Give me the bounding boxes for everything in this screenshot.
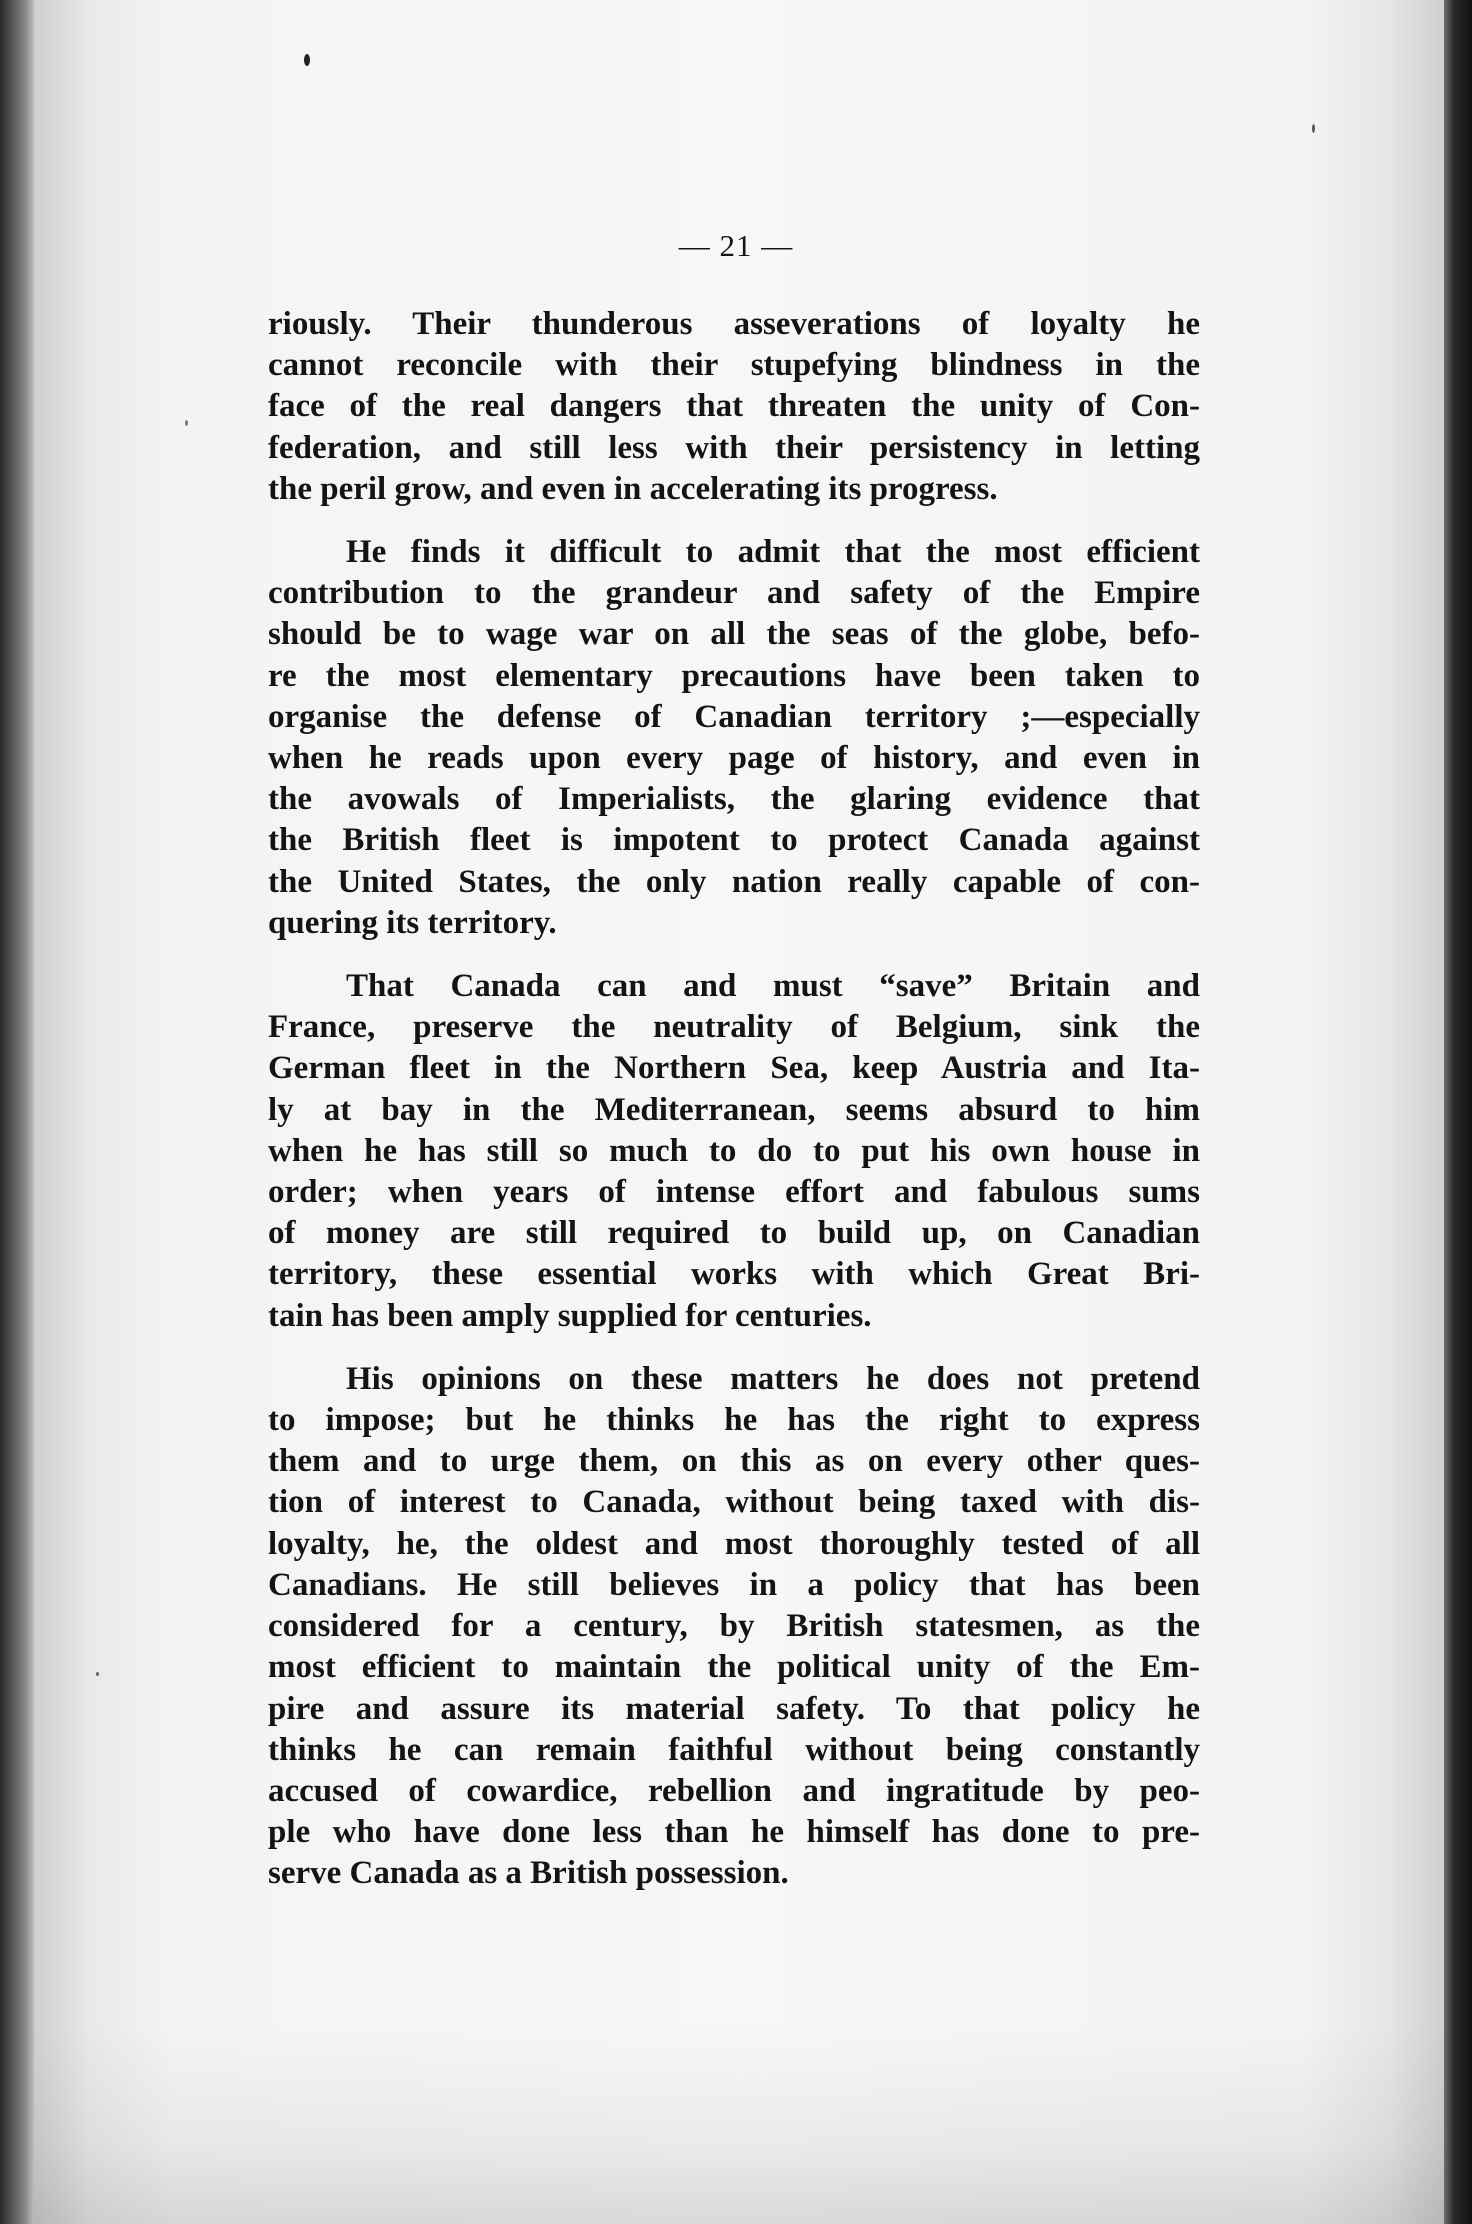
text-line: ple who have done less than he himself has done to pre- — [268, 1814, 1200, 1851]
text-line: contribution to the grandeur and safety of the Empire — [268, 575, 1200, 612]
body-text — [268, 304, 1200, 1917]
text-line: He finds it difficult to admit that the most efficient — [346, 534, 1200, 571]
text-line: considered for a century, by British statesmen, as the — [268, 1608, 1200, 1645]
page-number: — 21 — — [678, 228, 794, 263]
text-line: re the most elementary precautions have been taken to — [268, 657, 1200, 694]
text-line: ly at bay in the Mediterranean, seems absurd to him — [268, 1091, 1200, 1128]
text-line: order; when years of intense effort and fabulous sums — [268, 1174, 1200, 1211]
scan-speck — [304, 54, 310, 66]
text-line: Canadians. He still believes in a policy that has been — [268, 1566, 1200, 1603]
text-line: organise the defense of Canadian territory ;—especially — [268, 698, 1200, 735]
text-line: the British fleet is impotent to protect Canada against — [268, 822, 1200, 859]
text-line: cannot reconcile with their stupefying blindness in the — [268, 347, 1200, 384]
text-line: France, preserve the neutrality of Belgium, sink the — [268, 1009, 1200, 1046]
scan-speck — [185, 420, 188, 426]
text-line: loyalty, he, the oldest and most thoroughly tested of all — [268, 1525, 1200, 1562]
text-line: tain has been amply supplied for centuries. — [268, 1297, 872, 1334]
text-line: tion of interest to Canada, without being taxed with dis- — [268, 1484, 1200, 1521]
text-line: federation, and still less with their persistency in letting — [268, 429, 1200, 466]
text-line: face of the real dangers that threaten the unity of Con- — [268, 388, 1200, 425]
text-line: accused of cowardice, rebellion and ingratitude by peo- — [268, 1772, 1200, 1809]
text-line: That Canada can and must “save” Britain and — [346, 968, 1200, 1005]
text-line: when he reads upon every page of history, and even in — [268, 740, 1200, 777]
text-line: pire and assure its material safety. To that policy he — [268, 1690, 1200, 1727]
right-edge-shadow — [1444, 0, 1472, 2224]
bottom-shading — [34, 2024, 1444, 2224]
text-line: them and to urge them, on this as on every other ques- — [268, 1443, 1200, 1480]
text-line: to impose; but he thinks he has the right to express — [268, 1402, 1200, 1439]
text-line: the avowals of Imperialists, the glaring evidence that — [268, 781, 1200, 818]
text-line: territory, these essential works with which Great Bri- — [268, 1256, 1200, 1293]
binding-shadow — [0, 0, 34, 2224]
scan-speck — [1312, 124, 1315, 133]
text-line: German fleet in the Northern Sea, keep Austria and Ita- — [268, 1050, 1200, 1087]
text-line: the peril grow, and even in accelerating its progress. — [268, 470, 998, 507]
scan-speck — [96, 1672, 99, 1676]
paragraph — [268, 532, 1200, 944]
text-line: most efficient to maintain the political unity of the Em- — [268, 1649, 1200, 1686]
paragraph — [268, 966, 1200, 1337]
paragraph — [268, 304, 1200, 510]
text-line: His opinions on these matters he does not pretend — [346, 1360, 1200, 1397]
text-line: the United States, the only nation really capable of con- — [268, 863, 1200, 900]
text-line: should be to wage war on all the seas of the globe, befo- — [268, 616, 1200, 653]
text-line: when he has still so much to do to put his own house in — [268, 1132, 1200, 1169]
text-line: of money are still required to build up, on Canadian — [268, 1215, 1200, 1252]
text-line: serve Canada as a British possession. — [268, 1855, 789, 1892]
text-line: thinks he can remain faithful without being constantly — [268, 1731, 1200, 1768]
text-line: riously. Their thunderous asseverations of loyalty he — [268, 306, 1200, 342]
text-line: quering its territory. — [268, 904, 557, 941]
paragraph — [268, 1359, 1200, 1895]
